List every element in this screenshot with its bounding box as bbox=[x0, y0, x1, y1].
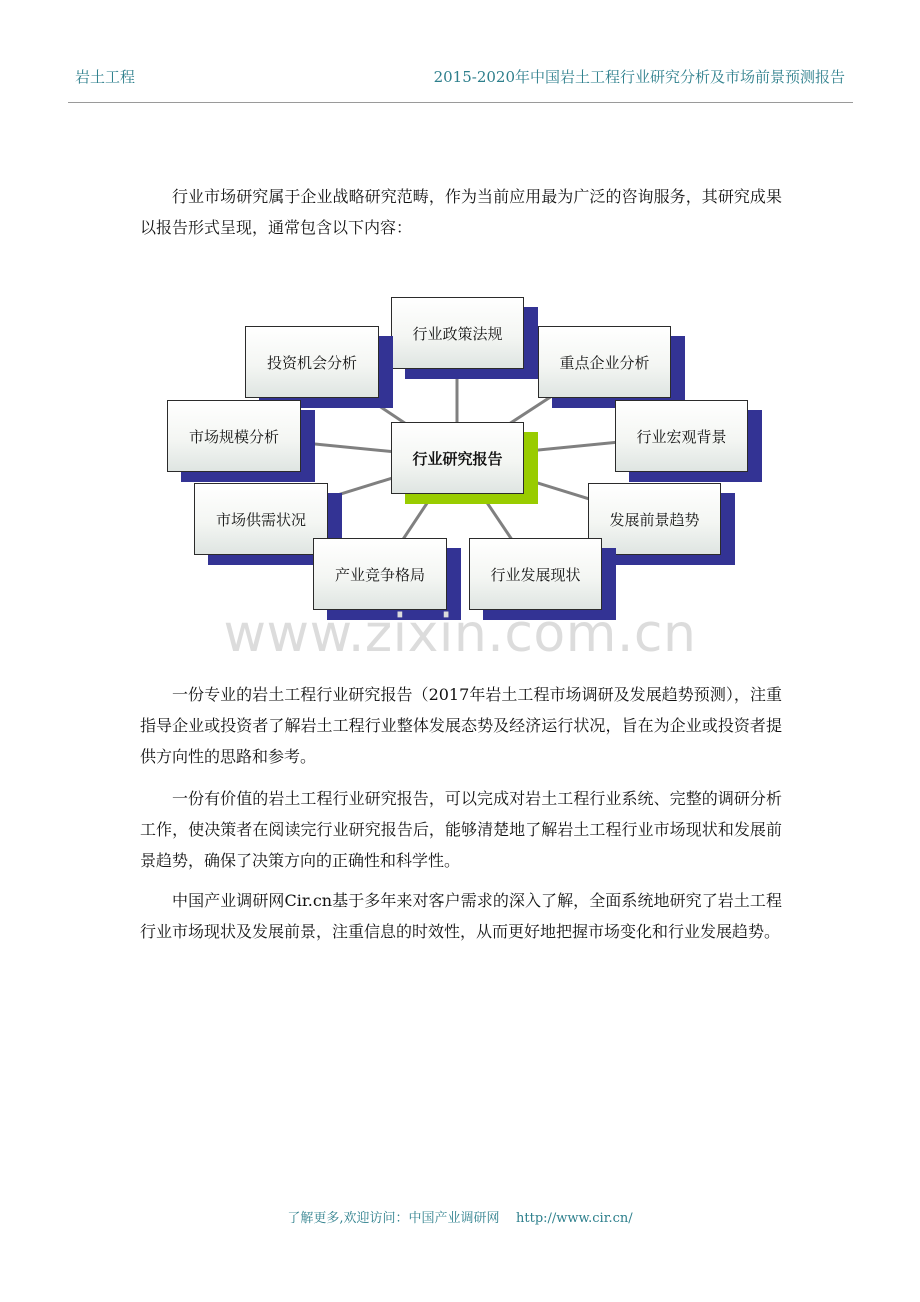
footer bbox=[0, 1207, 920, 1226]
node-competition-landscape: 产业竞争格局 bbox=[313, 538, 447, 610]
watermark: www.zixin.com.cn bbox=[223, 604, 697, 664]
body-paragraph: 一份专业的岩土工程行业研究报告（2017年岩土工程市场调研及发展趋势预测），注重指导企业或投资者了解岩土工程行业整体发展态势及经济运行状况，旨在为企业或投资者提供方向性的思路和参考。 bbox=[140, 685, 782, 766]
footer-url-link[interactable]: http://www.cir.cn/ bbox=[516, 1211, 633, 1226]
node-key-enterprises: 重点企业分析 bbox=[538, 326, 671, 398]
node-center-industry-report: 行业研究报告 bbox=[391, 422, 524, 494]
node-supply-demand: 市场供需状况 bbox=[194, 483, 328, 555]
node-policy-regulations: 行业政策法规 bbox=[391, 297, 524, 369]
header-report-title: 2015-2020年中国岩土工程行业研究分析及市场前景预测报告 bbox=[433, 68, 845, 86]
header-section-title: 岩土工程 bbox=[75, 68, 136, 86]
node-market-size: 市场规模分析 bbox=[167, 400, 301, 472]
footer-text: 了解更多,欢迎访问：中国产业调研网 bbox=[287, 1211, 500, 1226]
report-contents-diagram bbox=[0, 0, 920, 640]
node-development-outlook: 发展前景趋势 bbox=[588, 483, 721, 555]
intro-paragraph: 行业市场研究属于企业战略研究范畴，作为当前应用最为广泛的咨询服务，其研究成果以报告形式呈现，通常包含以下内容： bbox=[140, 187, 782, 237]
body-paragraph: 一份有价值的岩土工程行业研究报告，可以完成对岩土工程行业系统、完整的调研分析工作，使决策者在阅读完行业研究报告后，能够清楚地了解岩土工程行业市场现状和发展前景趋势，确保了决策方向的正确性和科学性。 bbox=[140, 789, 782, 870]
body-paragraph: 中国产业调研网Cir.cn基于多年来对客户需求的深入了解，全面系统地研究了岩土工程行业市场现状及发展前景，注重信息的时效性，从而更好地把握市场变化和行业发展趋势。 bbox=[140, 891, 782, 941]
node-investment-opportunities: 投资机会分析 bbox=[245, 326, 379, 398]
node-industry-status: 行业发展现状 bbox=[469, 538, 602, 610]
node-macro-background: 行业宏观背景 bbox=[615, 400, 748, 472]
